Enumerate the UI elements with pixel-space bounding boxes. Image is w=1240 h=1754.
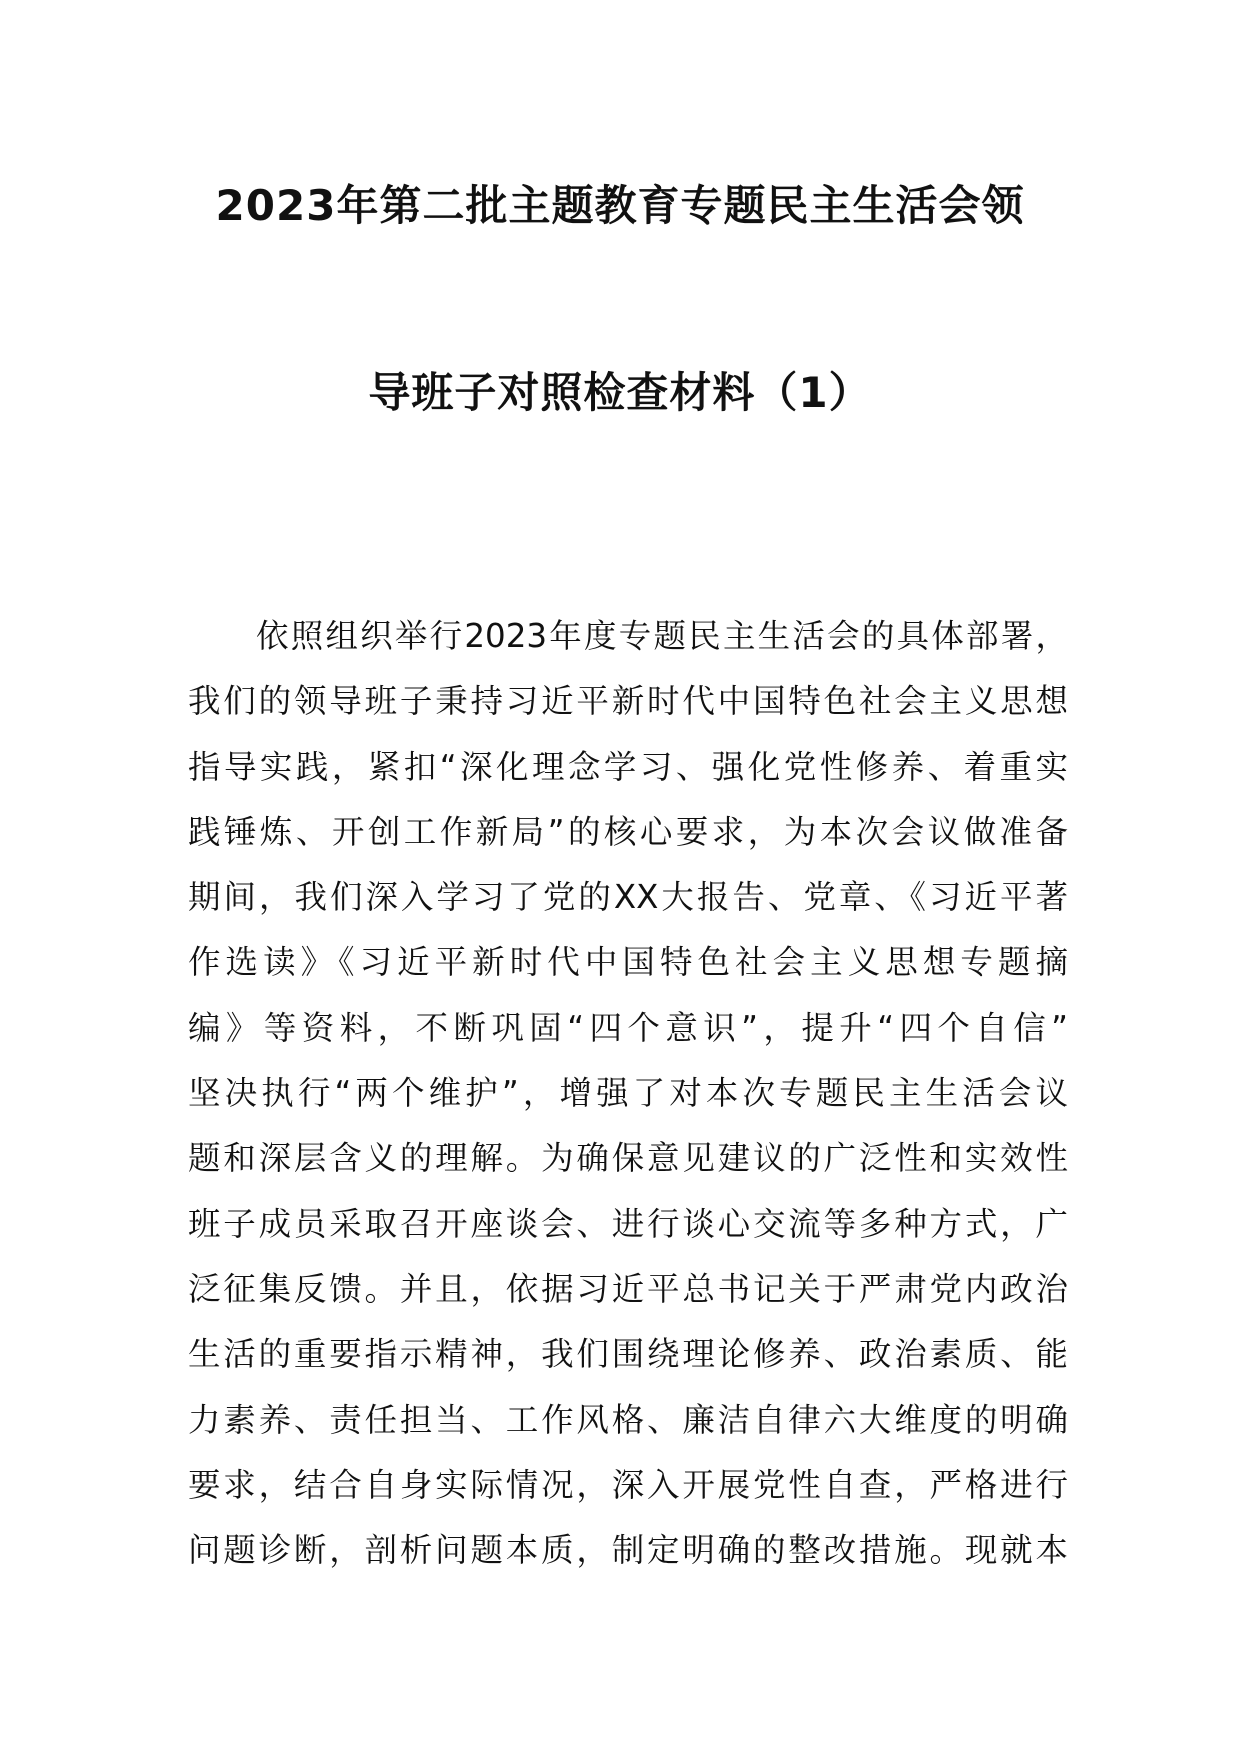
body-line: 期间，我们深入学习了党的XX大报告、党章、《习近平著 — [188, 878, 1068, 917]
body-line: 问题诊断，剖析问题本质，制定明确的整改措施。现就本 — [188, 1531, 1068, 1570]
body-line: 指导实践，紧扣“深化理念学习、强化党性修养、着重实 — [188, 747, 1068, 786]
body-line: 坚决执行“两个维护”，增强了对本次专题民主生活会议 — [188, 1074, 1068, 1113]
body-line: 我们的领导班子秉持习近平新时代中国特色社会主义思想 — [188, 682, 1068, 721]
body-line: 要求，结合自身实际情况，深入开展党性自查，严格进行 — [188, 1465, 1068, 1504]
body-line: 生活的重要指示精神，我们围绕理论修养、政治素质、能 — [188, 1335, 1068, 1374]
body-line: 力素养、责任担当、工作风格、廉洁自律六大维度的明确 — [188, 1400, 1068, 1439]
body-line: 作选读》《习近平新时代中国特色社会主义思想专题摘 — [188, 943, 1068, 982]
body-line: 泛征集反馈。并且，依据习近平总书记关于严肃党内政治 — [188, 1269, 1068, 1308]
body-line: 编》等资料，不断巩固“四个意识”，提升“四个自信” — [188, 1008, 1068, 1047]
document-body — [188, 604, 1068, 1583]
document-title-line-2: 导班子对照检查材料（1） — [368, 368, 872, 417]
body-line: 班子成员采取召开座谈会、进行谈心交流等多种方式，广 — [188, 1204, 1068, 1243]
document-title-line-1: 2023年第二批主题教育专题民主生活会领 — [215, 181, 1025, 230]
body-line: 依照组织举行2023年度专题民主生活会的具体部署， — [256, 617, 1068, 655]
body-line: 践锤炼、开创工作新局”的核心要求，为本次会议做准备 — [188, 812, 1068, 851]
body-line: 题和深层含义的理解。为确保意见建议的广泛性和实效性 — [188, 1139, 1068, 1178]
